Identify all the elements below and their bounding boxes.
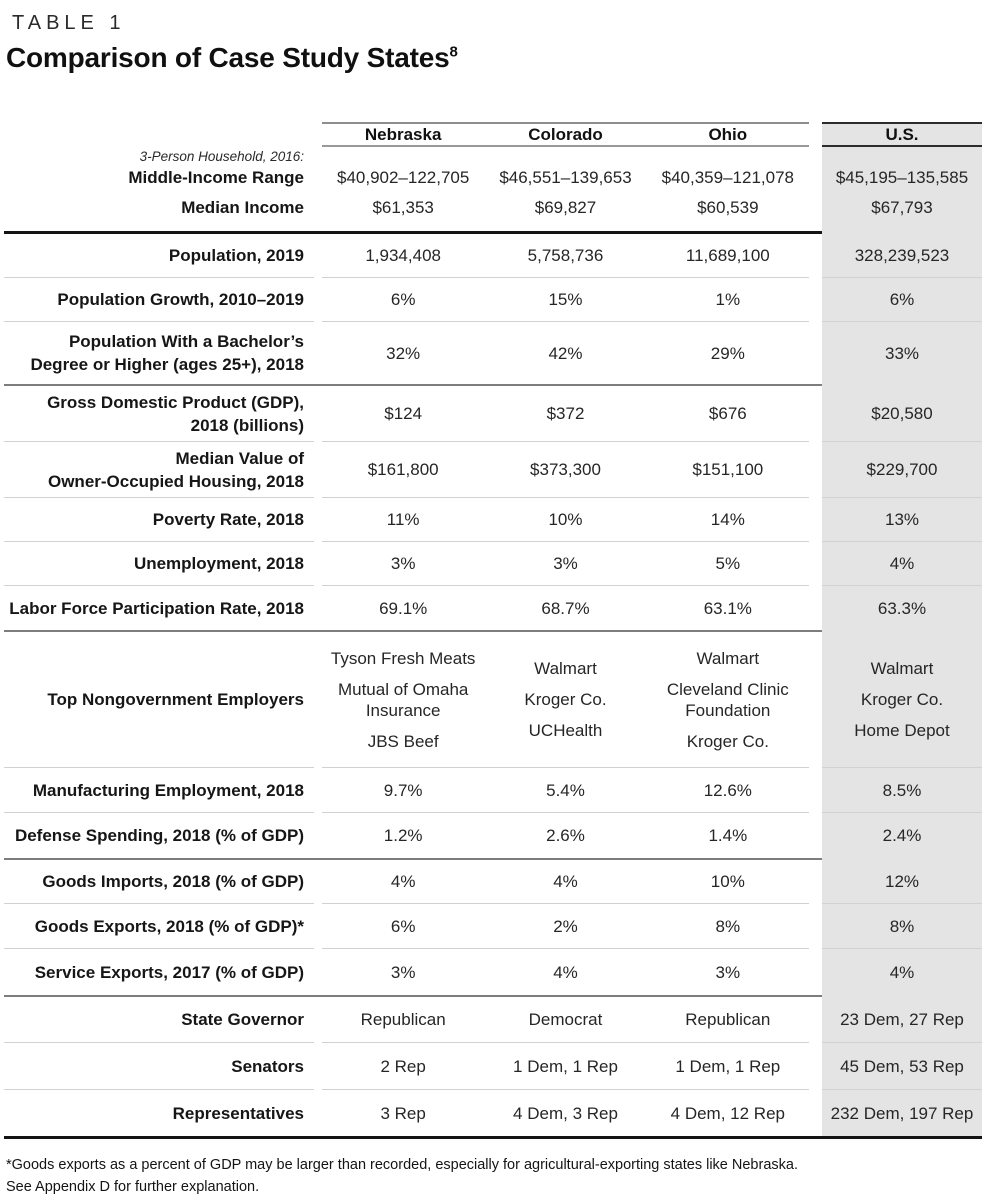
value-nebraska: 6%	[390, 916, 416, 936]
state-values	[322, 949, 809, 995]
value-colorado: 5,758,736	[527, 246, 604, 265]
value-nebraska: $161,800	[367, 460, 439, 479]
value-us: 2.4%	[882, 826, 922, 845]
value-colorado: 4 Dem, 3 Rep	[513, 1103, 618, 1123]
column-gap	[809, 904, 822, 949]
value-ohio: 1.4%	[708, 826, 748, 845]
state-values	[322, 234, 809, 278]
value-nebraska: 3 Rep	[380, 1103, 426, 1123]
column-gap	[809, 586, 822, 630]
value-colorado: 1 Dem, 1 Rep	[513, 1056, 618, 1076]
state-values	[322, 147, 809, 193]
row-label	[4, 442, 314, 498]
employer-item: Tyson Fresh Meats	[330, 648, 476, 668]
table-bottom-border	[4, 1136, 982, 1139]
value-nebraska: 1,934,408	[365, 246, 441, 265]
row-label-text: Owner-Occupied Housing, 2018	[47, 471, 304, 491]
column-gap	[809, 860, 822, 904]
row-label	[4, 1090, 314, 1136]
row-poverty-rate	[4, 498, 982, 542]
value-us: 45 Dem, 53 Rep	[822, 1043, 982, 1090]
row-middle-income-range	[4, 147, 982, 193]
row-label-text: Unemployment, 2018	[133, 554, 304, 573]
row-label	[4, 147, 314, 193]
value-ohio: 3%	[715, 962, 741, 982]
row-manufacturing	[4, 768, 982, 813]
state-values	[322, 586, 809, 630]
value-us: 12%	[822, 860, 982, 904]
employer-item: Mutual of Omaha Insurance	[337, 679, 469, 720]
row-labor-force	[4, 586, 982, 630]
row-label	[4, 498, 314, 542]
column-header-ohio: Ohio	[708, 125, 748, 144]
column-gap	[809, 813, 822, 858]
column-header-colorado: Colorado	[528, 125, 603, 144]
value-ohio: 1%	[715, 290, 741, 309]
value-us: 232 Dem, 197 Rep	[830, 1103, 974, 1123]
row-label	[4, 813, 314, 858]
column-gap	[809, 147, 822, 193]
value-ohio: 5%	[715, 554, 741, 573]
row-label	[4, 322, 314, 384]
value-us: $20,580	[822, 386, 982, 442]
footnote	[6, 1154, 1000, 1198]
row-label-text: State Governor	[181, 1010, 304, 1029]
row-label-text: Senators	[231, 1056, 304, 1076]
state-values	[322, 322, 809, 384]
value-colorado: 42%	[548, 343, 583, 363]
row-top-employers	[4, 632, 982, 768]
comparison-table	[4, 122, 982, 1139]
employer-item: Walmart	[870, 659, 934, 678]
value-nebraska: $124	[384, 404, 423, 423]
row-label	[4, 860, 314, 904]
row-label-text: Degree or Higher (ages 25+), 2018	[30, 355, 304, 374]
row-representatives	[4, 1090, 982, 1136]
table-header-row	[4, 122, 982, 147]
row-median-income	[4, 193, 982, 231]
value-nebraska: 11%	[386, 510, 420, 529]
state-values	[322, 1090, 809, 1136]
row-label-text: Poverty Rate, 2018	[152, 510, 304, 529]
value-nebraska: 6%	[390, 290, 416, 309]
row-state-governor	[4, 997, 982, 1043]
state-values	[322, 542, 809, 586]
employer-item: Home Depot	[854, 721, 950, 740]
value-us: $45,195–135,585	[835, 168, 969, 187]
column-gap	[809, 278, 822, 322]
row-median-housing-value	[4, 442, 982, 498]
column-gap	[809, 542, 822, 586]
value-colorado: $373,300	[530, 460, 601, 479]
footnote-line-2: See Appendix D for further explanation.	[6, 1179, 260, 1195]
row-label-text: Defense Spending, 2018 (% of GDP)	[14, 826, 304, 845]
column-header-nebraska: Nebraska	[364, 125, 442, 144]
row-label-text: Median Value of	[175, 448, 304, 468]
row-label	[4, 386, 314, 442]
value-us: 4%	[889, 962, 915, 982]
value-nebraska: 1.2%	[383, 826, 423, 845]
state-values	[322, 278, 809, 322]
employer-item: Kroger Co.	[686, 731, 769, 751]
value-nebraska: Republican	[360, 1010, 446, 1029]
value-us: 328,239,523	[822, 234, 982, 278]
state-values	[322, 904, 809, 949]
state-values	[322, 498, 809, 542]
employer-item: Kroger Co.	[524, 690, 607, 709]
value-ohio: $60,539	[697, 198, 759, 217]
value-nebraska: 69.1%	[379, 598, 428, 618]
value-colorado: $69,827	[534, 198, 597, 217]
household-note: 3-Person Household, 2016:	[139, 149, 304, 164]
state-values	[322, 997, 809, 1043]
row-label-text: Middle-Income Range	[128, 168, 304, 187]
row-label	[4, 632, 314, 768]
value-colorado: 4%	[553, 872, 578, 891]
value-colorado: 2%	[553, 916, 578, 936]
value-us: 8.5%	[822, 768, 982, 813]
state-values	[322, 386, 809, 442]
value-colorado: 4%	[553, 962, 578, 982]
row-label-text: Labor Force Participation Rate, 2018	[9, 598, 304, 618]
column-gap	[809, 386, 822, 442]
column-gap	[809, 322, 822, 384]
employer-item: JBS Beef	[367, 731, 439, 751]
value-nebraska: 4%	[390, 872, 416, 891]
row-label-text: Service Exports, 2017 (% of GDP)	[34, 962, 304, 982]
row-label-text: Population With a Bachelor’s	[68, 332, 304, 351]
employers-colorado	[484, 632, 646, 767]
employer-item: Walmart	[534, 659, 597, 678]
column-gap	[809, 193, 822, 231]
row-defense-spending	[4, 813, 982, 858]
row-label-text: Gross Domestic Product (GDP),	[47, 392, 304, 412]
row-label-text: Top Nongovernment Employers	[47, 690, 304, 709]
row-service-exports	[4, 949, 982, 995]
value-ohio: 10%	[710, 872, 745, 891]
value-us: 33%	[884, 343, 920, 363]
value-ohio: Republican	[685, 1010, 771, 1029]
row-bachelors-degree	[4, 322, 982, 384]
row-label	[4, 997, 314, 1043]
employers-ohio	[647, 632, 809, 767]
value-colorado: 15%	[548, 290, 583, 309]
value-nebraska: 9.7%	[383, 780, 423, 800]
value-nebraska: 3%	[390, 554, 416, 573]
column-gap	[809, 997, 822, 1043]
value-nebraska: 3%	[390, 962, 416, 982]
column-gap	[809, 1090, 822, 1136]
value-colorado: $372	[546, 404, 585, 423]
row-label	[4, 1043, 314, 1090]
row-label	[4, 278, 314, 322]
state-values	[322, 632, 809, 768]
row-label	[4, 193, 314, 231]
row-gdp	[4, 386, 982, 442]
row-label-text: Manufacturing Employment, 2018	[32, 780, 304, 800]
title-block	[4, 12, 1000, 74]
value-us: 63.3%	[877, 598, 927, 618]
value-us: $229,700	[822, 442, 982, 498]
row-label-text: Representatives	[172, 1103, 304, 1123]
state-header-group	[322, 122, 809, 147]
row-label	[4, 768, 314, 813]
row-label-text: Population, 2019	[168, 246, 304, 265]
column-gap	[809, 949, 822, 995]
title-footnote-superscript: 8	[449, 43, 458, 61]
row-label-text: 2018 (billions)	[190, 415, 304, 435]
column-gap	[809, 1043, 822, 1090]
row-label-text: Goods Exports, 2018 (% of GDP)*	[34, 916, 304, 936]
state-values	[322, 860, 809, 904]
column-gap	[809, 498, 822, 542]
row-population	[4, 234, 982, 278]
value-ohio: 14%	[710, 510, 745, 529]
value-ohio: 63.1%	[703, 598, 752, 618]
employer-item: UCHealth	[528, 721, 603, 740]
employers-us	[822, 632, 982, 768]
value-colorado: Democrat	[528, 1010, 603, 1029]
value-nebraska: $61,353	[372, 198, 434, 217]
employer-item: Kroger Co.	[860, 690, 944, 709]
state-values	[322, 1043, 809, 1090]
value-us: 23 Dem, 27 Rep	[822, 997, 982, 1043]
table-number-label: TABLE 1	[12, 12, 126, 34]
column-gap	[809, 632, 822, 768]
column-gap	[809, 442, 822, 498]
page-title-text: Comparison of Case Study States	[6, 42, 450, 73]
row-label	[4, 904, 314, 949]
employer-item: Cleveland Clinic Foundation	[666, 679, 789, 720]
column-header-us: U.S.	[822, 122, 982, 147]
row-label-text: Goods Imports, 2018 (% of GDP)	[42, 872, 304, 891]
value-us: 6%	[822, 278, 982, 322]
state-values	[322, 768, 809, 813]
value-colorado: 2.6%	[546, 826, 585, 845]
row-label	[4, 949, 314, 995]
value-ohio: 29%	[710, 343, 745, 363]
value-nebraska: 2 Rep	[380, 1056, 426, 1076]
employer-item: Walmart	[696, 648, 760, 668]
footnote-line-1: *Goods exports as a percent of GDP may be larger than recorded, especially for agricultural-exporting states like Nebraska.	[6, 1157, 798, 1173]
value-us: 4%	[822, 542, 982, 586]
value-ohio: $40,359–121,078	[661, 168, 794, 187]
row-label	[4, 234, 314, 278]
value-ohio: 11,689,100	[685, 246, 770, 265]
value-nebraska: $40,902–122,705	[336, 168, 470, 187]
value-ohio: $151,100	[692, 460, 764, 479]
value-colorado: 5.4%	[546, 780, 585, 800]
row-label-text: Population Growth, 2010–2019	[57, 290, 304, 309]
row-label	[4, 542, 314, 586]
value-ohio: 8%	[715, 916, 741, 936]
column-gap	[809, 122, 822, 147]
value-ohio: 12.6%	[703, 780, 752, 800]
state-values	[322, 193, 809, 231]
page-title	[6, 42, 1000, 74]
value-us: 13%	[822, 498, 982, 542]
value-us: $67,793	[871, 198, 933, 217]
value-ohio: 1 Dem, 1 Rep	[675, 1056, 781, 1076]
row-unemployment	[4, 542, 982, 586]
state-values	[322, 813, 809, 858]
value-ohio: $676	[708, 404, 747, 423]
row-label-text: Median Income	[181, 198, 304, 217]
column-gap	[809, 768, 822, 813]
employers-nebraska	[322, 632, 484, 767]
row-label	[4, 586, 314, 630]
value-ohio: 4 Dem, 12 Rep	[670, 1103, 785, 1123]
value-colorado: 10%	[548, 510, 583, 529]
row-senators	[4, 1043, 982, 1090]
row-population-growth	[4, 278, 982, 322]
row-goods-imports	[4, 860, 982, 904]
state-values	[322, 442, 809, 498]
row-goods-exports	[4, 904, 982, 949]
column-gap	[809, 234, 822, 278]
value-colorado: 68.7%	[541, 598, 590, 618]
value-colorado: 3%	[553, 554, 578, 573]
header-label-spacer	[4, 122, 314, 147]
value-us: 8%	[822, 904, 982, 949]
value-colorado: $46,551–139,653	[499, 168, 632, 187]
value-nebraska: 32%	[386, 343, 421, 363]
